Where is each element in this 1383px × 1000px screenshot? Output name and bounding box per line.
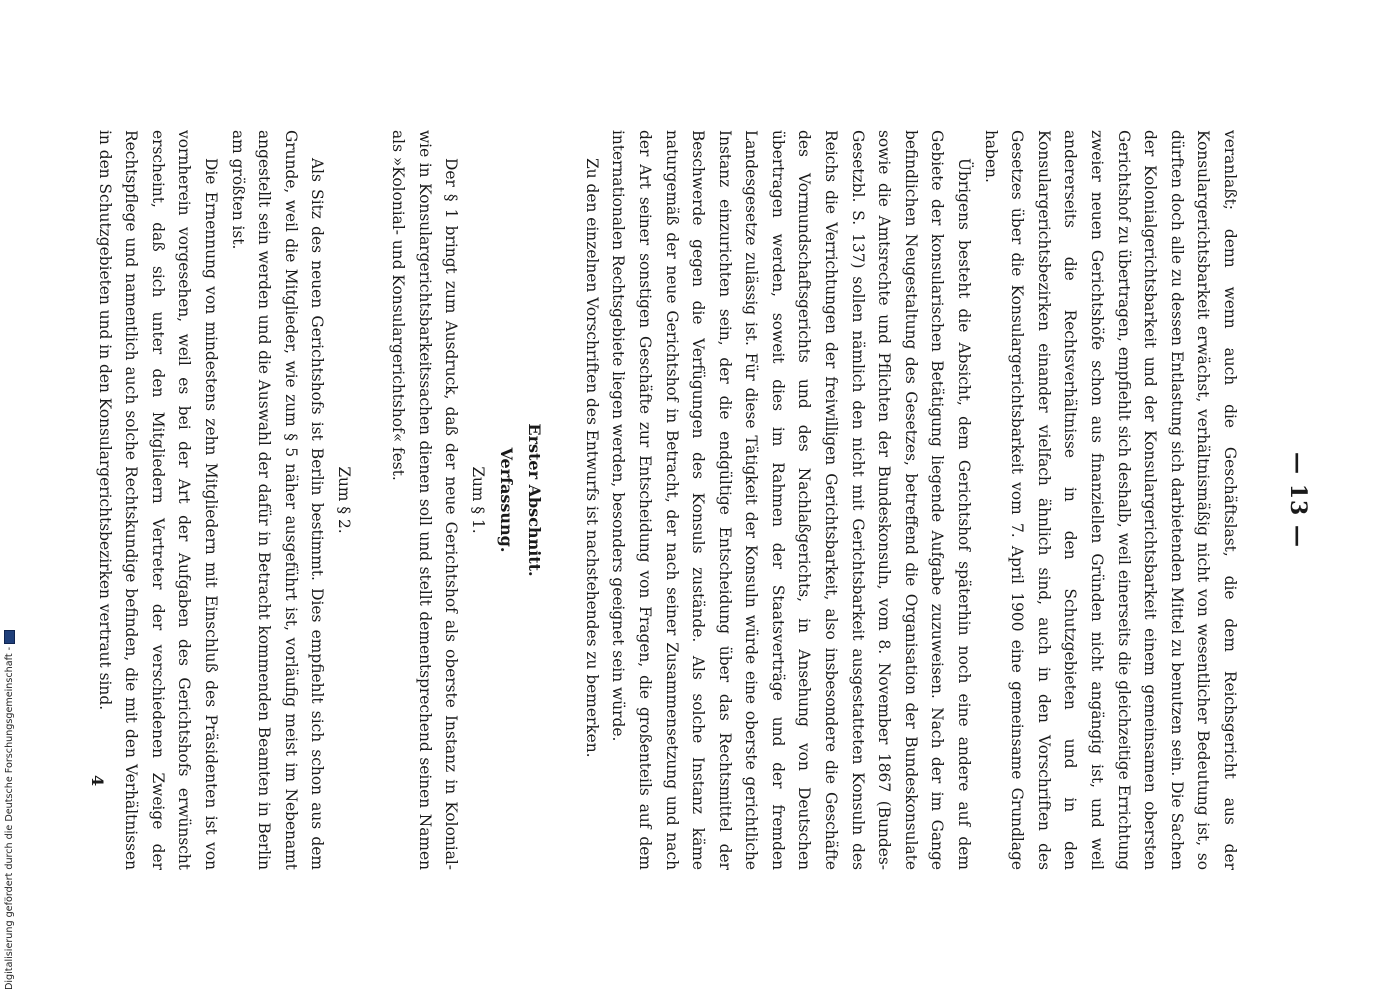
- paragraph-3: Zu den einzelnen Vorschriften des Entwurfs ist nachstehendes zu bemerken.: [582, 158, 601, 758]
- body-text: [91, 130, 1243, 870]
- paragraph-section-2a: Als Sitz des neuen Gerichtshofs ist Berlin bestimmt. Dies empfiehlt sich schon aus dem Grunde, weil die Mitglieder, wie zum § 5 näher ausgeführt ist, vorläufig meist im Nebenamt angestellt sein werden und die Auswahl der dafür in Betracht kommenden Beamten in Berlin am größten ist.: [228, 130, 327, 870]
- dfg-logo: [4, 630, 15, 644]
- digitization-credit: [4, 630, 15, 990]
- signature-mark: 4: [88, 775, 107, 787]
- section-heading: Erster Abschnitt.: [525, 423, 545, 577]
- credit-text: Digitalisierung gefördert durch die Deutsche Forschungsgemeinschaft -: [4, 646, 15, 990]
- paragraph-heading-2: Zum § 2.: [335, 466, 354, 534]
- spacer: [358, 130, 384, 870]
- paragraph-heading-1: Zum § 1.: [469, 466, 488, 534]
- section-subheading: Verfassung.: [497, 447, 517, 553]
- paragraph-section-1: Der § 1 bringt zum Ausdruck, daß der neue Gerichtshof als oberste Instanz in Kolonial- wie in Konsulargerichtsbarkeitssachen dienen soll und stellt dementsprechend seinen Namen als »Kolonial- und Konsulargerichtshof« fest.: [388, 130, 461, 870]
- paragraph-1: veranlaßt; denn wenn auch die Geschäftslast, die dem Reichsgericht aus der Konsulargerichtsbarkeit erwächst, verhältnismäßig nicht von wesentlicher Bedeutung ist, so dürften doch alle zu dessen Entlastung sich darbietenden Mittel zu benutzen sein. Die Sachen der Kolonialgerichtsbarkeit und der Konsulargerichtsbarkeit einem gemeinsamen obersten Gerichtshof zu übertragen, empfiehlt sich deshalb, weil einerseits die gleichzeitige Errichtung zweier neuen Gerichtshöfe schon aus finanziellen Gründen nicht angängig ist, und weil andererseits die Rechtsverhältnisse in den Schutzgebieten und in den Konsulargerichtsbezirken einander vielfach ähnlich sind, auch in den Vorschriften des Gesetzes über die Konsulargerichtsbarkeit vom 7. April 1900 eine gemeinsame Grundlage haben.: [981, 130, 1239, 870]
- page-number: — 13 —: [1285, 452, 1311, 548]
- paragraph-section-2b: Die Ernennung von mindestens zehn Mitgliedern mit Einschluß des Präsidenten ist von vornherein vorgesehen, weil es bei der Art der Aufgaben des Gerichtshofs erwünscht erscheint, daß sich unter den Mitgliedern Vertreter der verschiedenen Zweige der Rechtspflege und namentlich auch solche Rechtskundige befinden, die mit den Verhältnissen in den Schutzgebieten und in den Konsulargerichtsbezirken vertraut sind.: [95, 130, 220, 870]
- paragraph-2: Übrigens besteht die Absicht, dem Gerichtshof späterhin noch eine andere auf dem Gebiete der konsularischen Betätigung liegende Aufgabe zuzuweisen. Nach der im Gange befindlichen Neugestaltung des Gesetzes, betreffend die Organisation der Bundeskonsulate sowie die Amtsrechte und Pflichten der Bundeskonsuln, vom 8. November 1867 (Bundes-Gesetzbl. S. 137) sollen nämlich den nicht mit Gerichtsbarkeit ausgestatteten Konsuln des Reichs die Verrichtungen der freiwilligen Gerichtsbarkeit, also insbesondere die Geschäfte des Vormundschaftsgerichts und des Nachlaßgerichts, in Ansehung von Deutschen übertragen werden, soweit dies im Rahmen der Staatsverträge und der fremden Landesgesetze zulässig ist. Für diese Tätigkeit der Konsuln würde eine oberste gerichtliche Instanz einzurichten sein, der die endgültige Entscheidung über das Rechtsmittel der Beschwerde gegen die Verfügungen des Konsuls zustände. Als solche Instanz käme naturgemäß der neue Gerichtshof in Betracht, der nach seiner Zusammensetzung und nach der Art seiner sonstigen Geschäfte zur Entscheidung von Fragen, die großenteils auf dem internationalen Rechtsgebiete liegen werden, besonders geeignet sein würde.: [609, 130, 974, 870]
